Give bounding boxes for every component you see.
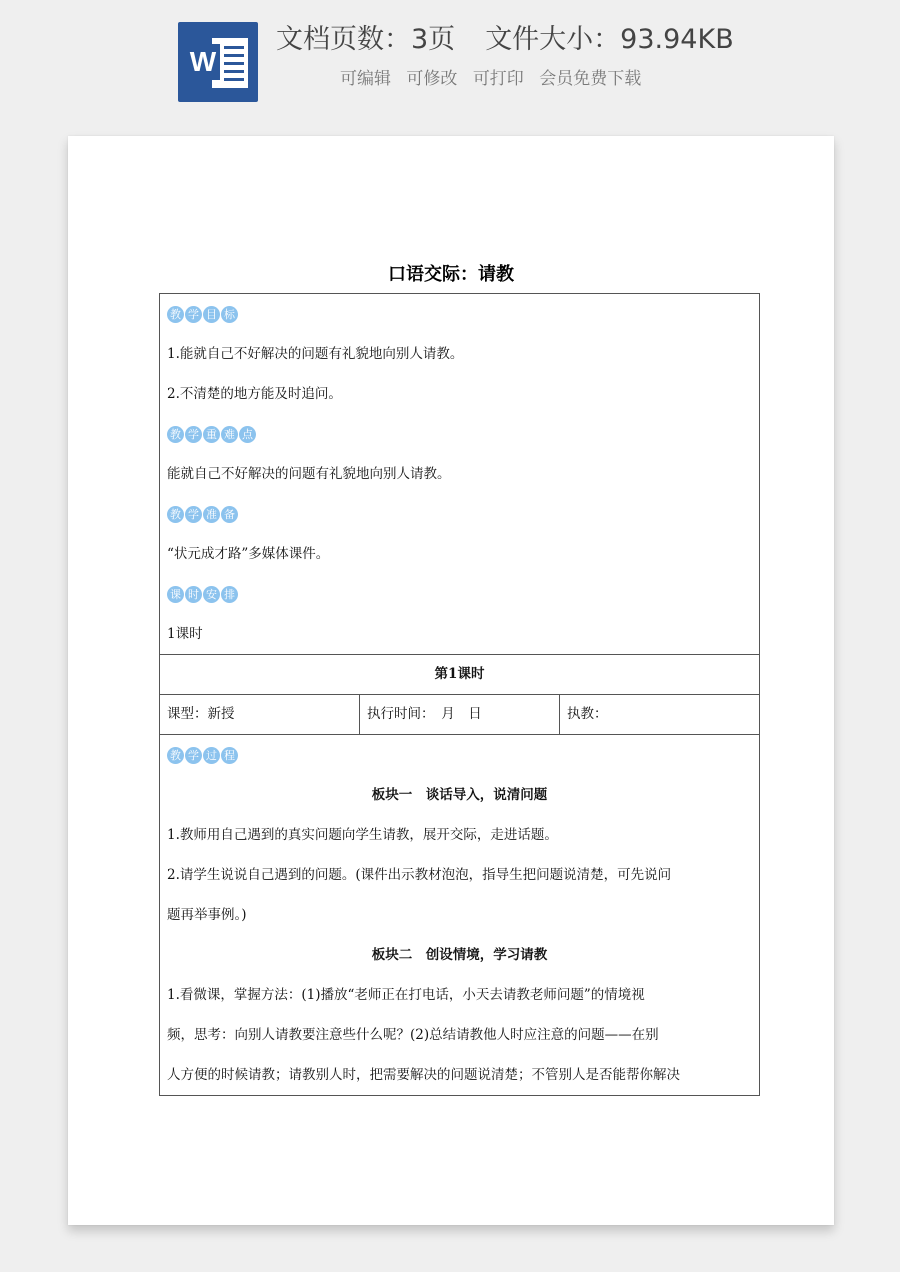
process-line: 1.教师用自己遇到的真实问题向学生请教，展开交际，走进话题。	[167, 827, 558, 843]
lesson-heading: 第1课时	[160, 655, 760, 695]
download-header	[0, 0, 900, 120]
goal-item: 2.不清楚的地方能及时追问。	[167, 386, 342, 402]
schedule-text: 1课时	[167, 626, 203, 642]
lesson-type: 课型：新授	[160, 695, 360, 735]
word-document-icon: W	[178, 22, 258, 102]
execution-time: 执行时间： 月 日	[360, 695, 560, 735]
lesson-plan-table	[159, 293, 760, 1096]
tag-teaching-goal: 教 学 目 标	[167, 294, 752, 334]
document-page	[68, 136, 834, 1225]
process-line: 题再举事例。)	[167, 907, 247, 923]
feature-printable: 可打印	[472, 69, 524, 89]
process-line: 1.看微课，掌握方法：(1)播放“老师正在打电话，小天去请教老师问题”的情境视	[167, 987, 645, 1003]
tag-teaching-process: 教 学 过 程	[167, 735, 752, 775]
teacher: 执教：	[560, 695, 760, 735]
file-size: 文件大小：93.94KB	[485, 24, 734, 55]
document-title: 口语交际：请教	[388, 264, 514, 285]
process-line: 2.请学生说说自己遇到的问题。(课件出示教材泡泡，指导生把问题说清楚，可先说问	[167, 867, 672, 883]
feature-modifiable: 可修改	[406, 69, 458, 89]
process-line: 人方便的时候请教；请教别人时，把需要解决的问题说清楚；不管别人是否能帮你解决	[167, 1067, 680, 1083]
key-point-text: 能就自己不好解决的问题有礼貌地向别人请教。	[167, 466, 451, 482]
process-line: 频，思考：向别人请教要注意些什么呢？(2)总结请教他人时应注意的问题——在别	[167, 1027, 659, 1043]
process-section	[160, 735, 760, 1096]
page-count: 文档页数：3页	[276, 24, 456, 55]
preparation-text: “状元成才路”多媒体课件。	[167, 546, 330, 562]
overview-section	[160, 294, 760, 655]
feature-list	[340, 66, 840, 92]
goal-item: 1.能就自己不好解决的问题有礼貌地向别人请教。	[167, 346, 464, 362]
tag-key-difficult-points: 教 学 重 难 点	[167, 414, 752, 454]
feature-member-download: 会员免费下载	[539, 69, 642, 89]
block-title: 板块二 创设情境，学习请教	[371, 947, 548, 963]
feature-editable: 可编辑	[340, 69, 391, 89]
tag-teaching-preparation: 教 学 准 备	[167, 494, 752, 534]
file-stats	[276, 20, 876, 60]
block-title: 板块一 谈话导入，说清问题	[371, 787, 548, 803]
tag-lesson-schedule: 课 时 安 排	[167, 574, 752, 614]
